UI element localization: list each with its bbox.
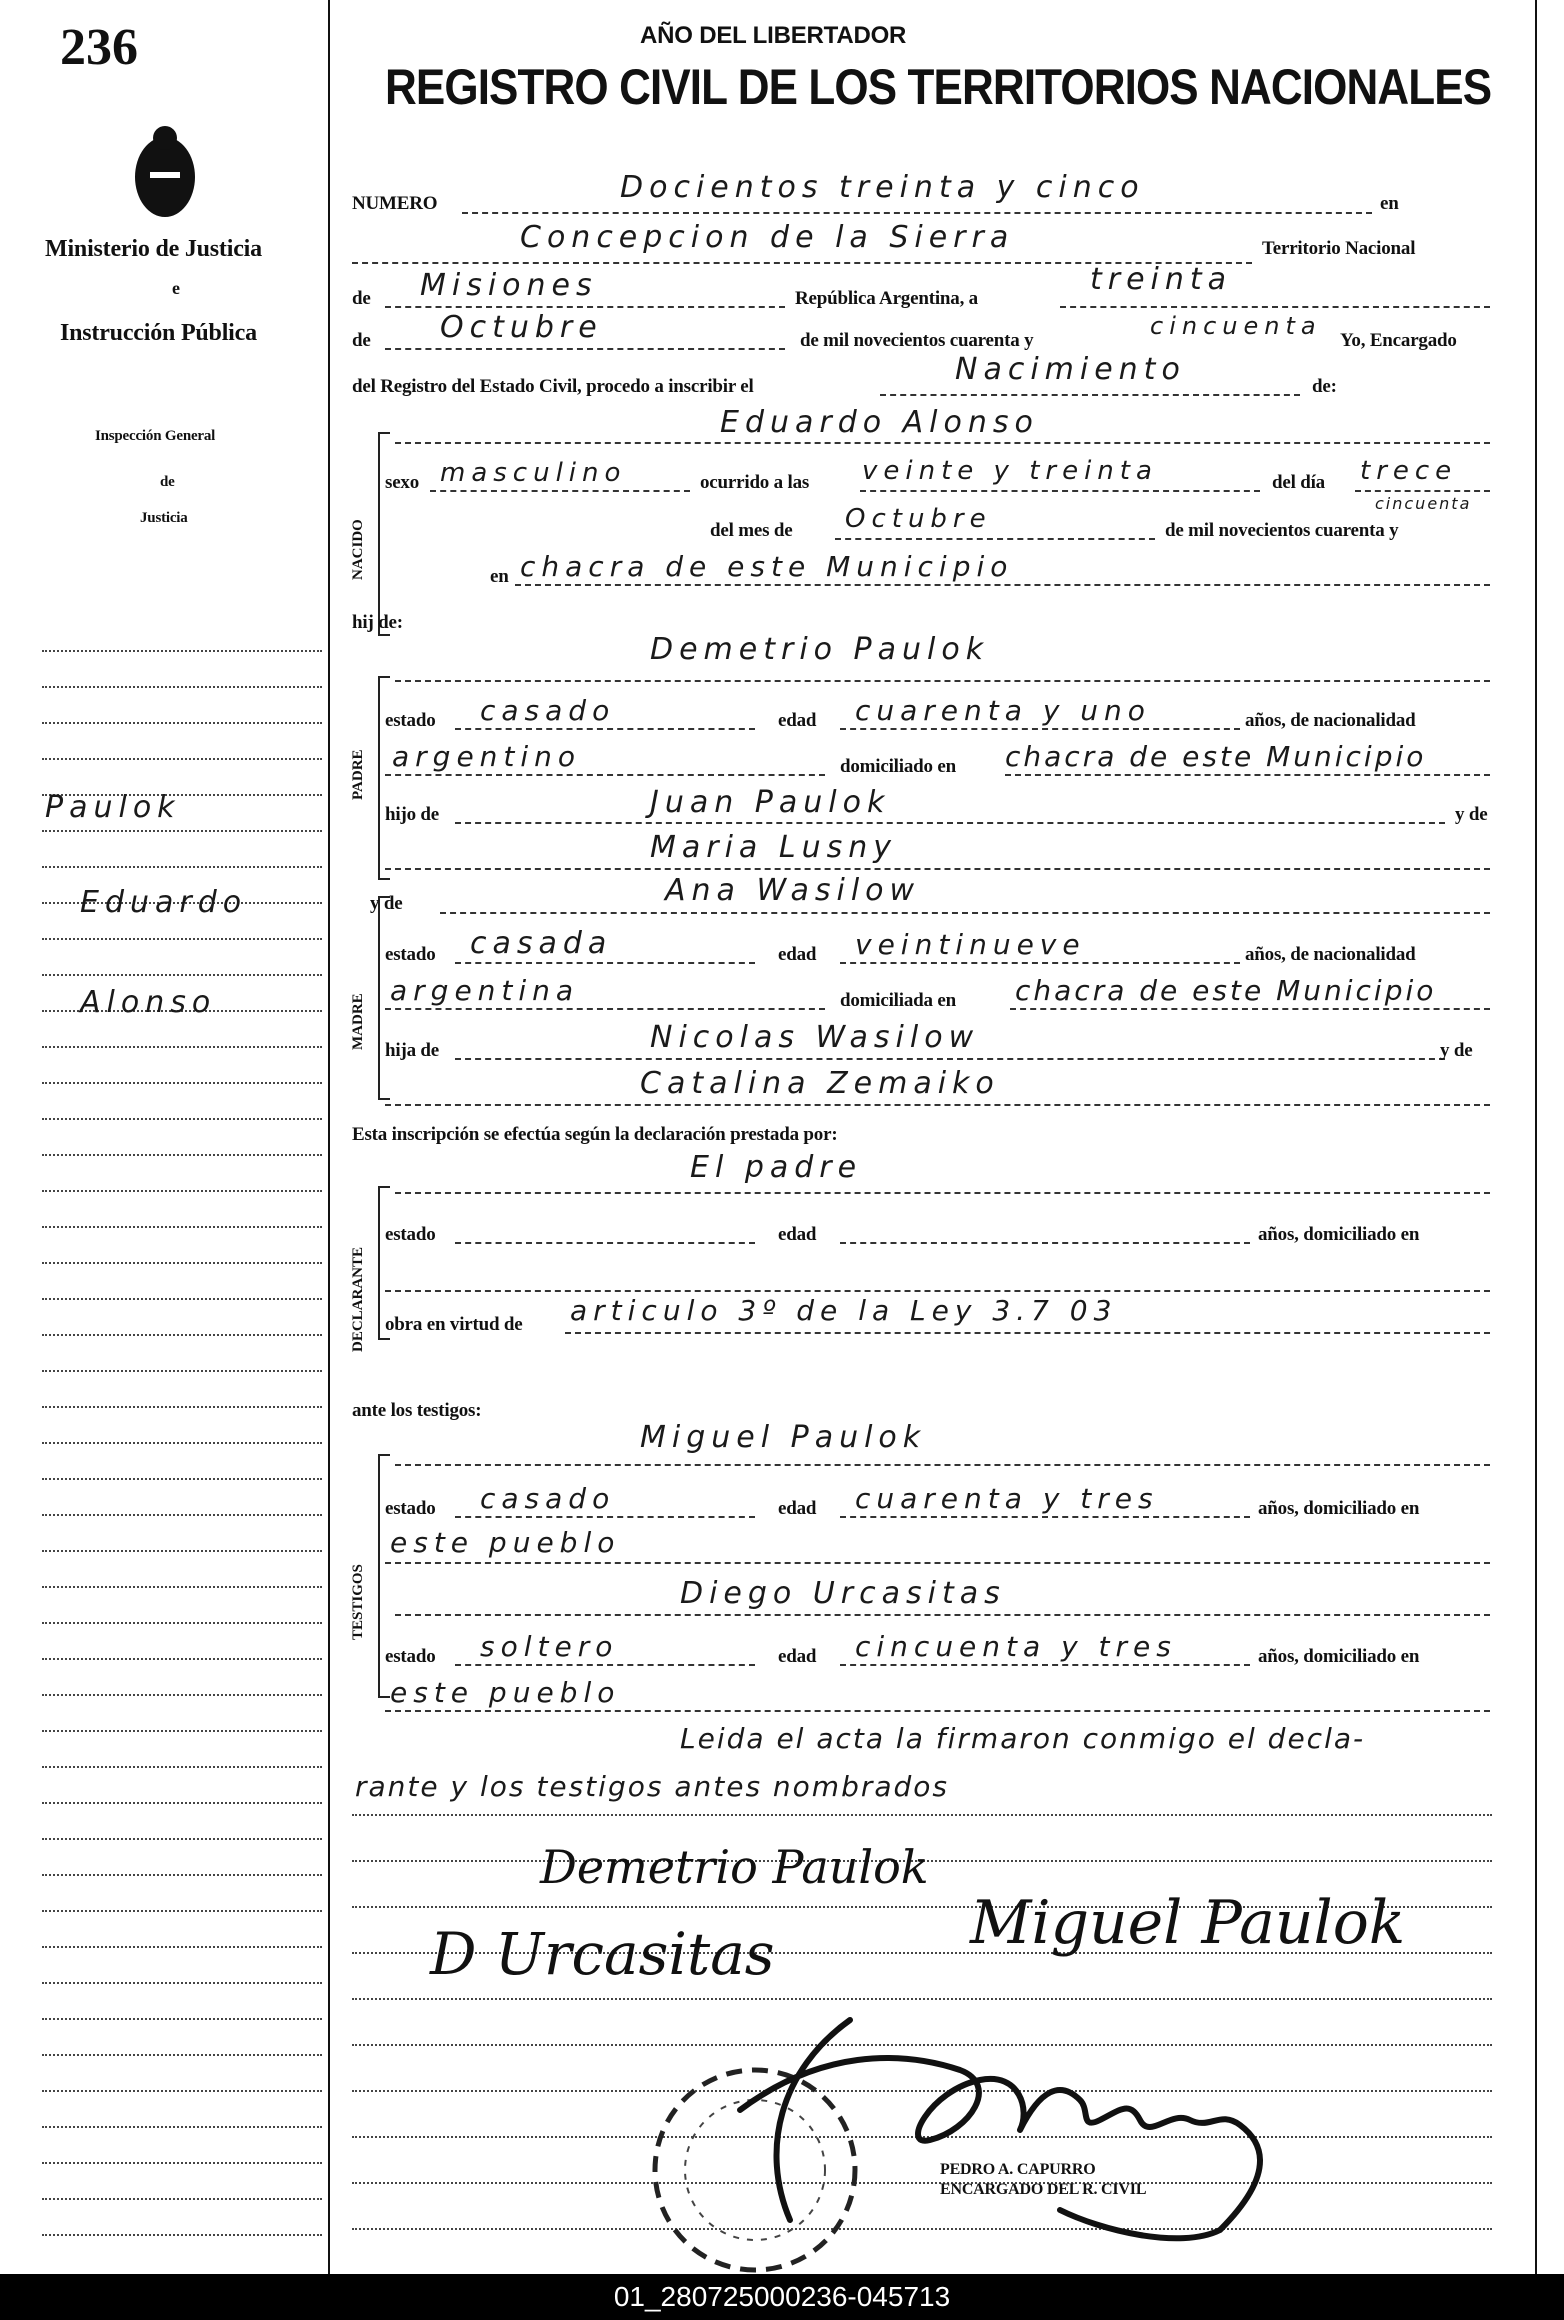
- margin-rule: [42, 1550, 322, 1552]
- field-nombre: Eduardo Alonso: [720, 405, 1039, 440]
- closing-line-2: rante y los testigos antes nombrados: [355, 1770, 950, 1803]
- margin-rule: [42, 1334, 322, 1336]
- field-t2-estado: soltero: [480, 1630, 619, 1663]
- field-testigo2: Diego Urcasitas: [680, 1576, 1006, 1611]
- margin-surname: Paulok: [45, 790, 181, 825]
- label-madre: MADRE: [350, 993, 366, 1050]
- field-hora: veinte y treinta: [862, 456, 1158, 486]
- margin-rule: [42, 1802, 322, 1804]
- field-t2-dom-line: [385, 1710, 1490, 1712]
- field-acto: Nacimiento: [955, 352, 1186, 387]
- field-sexo-line: [430, 490, 690, 492]
- label-decl-estado: estado: [385, 1224, 436, 1245]
- margin-rule: [42, 2234, 322, 2236]
- field-t1-estado: casado: [480, 1482, 616, 1515]
- field-madre-edad-line: [840, 962, 1240, 964]
- label-ocurrido: ocurrido a las: [700, 472, 810, 493]
- label-republica: República Argentina, a: [795, 288, 978, 309]
- field-padre: Demetrio Paulok: [650, 632, 990, 667]
- label-padre: PADRE: [350, 749, 366, 800]
- field-nombre-line: [395, 442, 1490, 444]
- label-padre-dom: domiciliado en: [840, 756, 956, 777]
- field-padre-edad-line: [840, 728, 1240, 730]
- label-padre-y-de: y de: [1455, 804, 1488, 825]
- margin-rule: [42, 2198, 322, 2200]
- field-dia-nac: trece: [1360, 456, 1458, 486]
- label-madre-nac: años, de nacionalidad: [1245, 944, 1416, 965]
- field-dia-line: [1060, 306, 1490, 308]
- field-padre-line: [395, 680, 1490, 682]
- margin-rule: [42, 1298, 322, 1300]
- margin-rule: [42, 830, 322, 832]
- margin-rule: [42, 866, 322, 868]
- margin-rule: [42, 1694, 322, 1696]
- field-madre: Ana Wasilow: [665, 873, 921, 908]
- ministry-line6: Justicia: [140, 510, 188, 526]
- field-territorio-line: [385, 306, 785, 308]
- signature-testigo2: D Urcasitas: [430, 1920, 775, 1988]
- label-decl-dom: años, domiciliado en: [1258, 1224, 1420, 1245]
- margin-rule: [42, 1910, 322, 1912]
- field-decl-edad-line: [840, 1242, 1250, 1244]
- field-mes-nac-line: [835, 538, 1155, 540]
- label-t2-edad: edad: [778, 1646, 817, 1667]
- label-obra: obra en virtud de: [385, 1314, 523, 1335]
- margin-rule: [42, 1586, 322, 1588]
- field-obra: articulo 3º de la Ley 3.7 03: [570, 1294, 1118, 1327]
- field-abuela-p-line: [385, 868, 1490, 870]
- field-madre-estado-line: [455, 962, 755, 964]
- label-registro: del Registro del Estado Civil, procedo a inscribir el: [352, 376, 754, 397]
- label-testigos-intro: ante los testigos:: [352, 1400, 482, 1421]
- label-de-2: de: [352, 330, 371, 351]
- header-title: REGISTRO CIVIL DE LOS TERRITORIOS NACIONALES: [385, 59, 1492, 115]
- margin-rule: [42, 1874, 322, 1876]
- margin-rule: [42, 2018, 322, 2020]
- label-nacido: NACIDO: [350, 519, 366, 580]
- margin-rule: [42, 1154, 322, 1156]
- label-mil-novecientos: de mil novecientos cuarenta y: [800, 330, 1034, 351]
- body-rule: [352, 1814, 1492, 1816]
- label-t2-dom: años, domiciliado en: [1258, 1646, 1420, 1667]
- madre-bracket: [378, 896, 390, 1100]
- margin-rule: [42, 1982, 322, 1984]
- field-t1-dom-line: [385, 1562, 1490, 1564]
- ministry-line4: Inspección General: [95, 428, 216, 444]
- margin-rule: [42, 1478, 322, 1480]
- field-testigo2-line: [395, 1614, 1490, 1616]
- ministry-line1: Ministerio de Justicia: [45, 236, 262, 262]
- field-decl-estado-line: [455, 1242, 755, 1244]
- field-testigo1-line: [395, 1464, 1490, 1466]
- label-mil-novecientos-2: de mil novecientos cuarenta y: [1165, 520, 1399, 541]
- ministry-line5: de: [160, 474, 175, 490]
- label-del-dia: del día: [1272, 472, 1325, 493]
- label-decl-edad: edad: [778, 1224, 817, 1245]
- ministry-line2: e: [172, 278, 180, 298]
- label-en: en: [1380, 193, 1399, 214]
- signature-testigo1: Miguel Paulok: [970, 1888, 1406, 1958]
- label-en-lugar: en: [490, 566, 509, 587]
- margin-divider: [328, 0, 330, 2274]
- label-madre-dom: domiciliada en: [840, 990, 956, 1011]
- field-acto-line: [880, 394, 1300, 396]
- margin-rule: [42, 1226, 322, 1228]
- margin-rule: [42, 2126, 322, 2128]
- field-padre-estado: casado: [480, 694, 616, 727]
- label-inscripcion: Esta inscripción se efectúa según la declaración prestada por:: [352, 1124, 838, 1145]
- field-anio: cincuenta: [1150, 312, 1322, 340]
- field-decl-dom-line: [385, 1290, 1490, 1292]
- field-abuela-m-line: [385, 1104, 1490, 1106]
- field-t1-dom: este pueblo: [390, 1526, 621, 1559]
- footer-file-id: 01_280725000236-045713: [0, 2274, 1564, 2320]
- margin-rule: [42, 1622, 322, 1624]
- field-declarante: El padre: [690, 1150, 863, 1185]
- field-dia: treinta: [1090, 262, 1233, 297]
- label-yo-encargado: Yo, Encargado: [1340, 330, 1457, 351]
- margin-rule: [42, 938, 322, 940]
- coat-of-arms-icon: [120, 122, 210, 227]
- official-signature-icon: [700, 1990, 1320, 2255]
- right-border: [1535, 0, 1537, 2274]
- field-abuelo-p: Juan Paulok: [650, 785, 891, 820]
- margin-rule: [42, 1118, 322, 1120]
- margin-rule: [42, 1658, 322, 1660]
- field-padre-nac-line: [385, 774, 825, 776]
- field-madre-edad: veintinueve: [855, 928, 1086, 961]
- field-declarante-line: [395, 1192, 1490, 1194]
- field-numero: Docientos treinta y cinco: [620, 170, 1145, 205]
- field-t2-estado-line: [455, 1664, 755, 1666]
- field-madre-nac-line: [385, 1008, 825, 1010]
- field-mes: Octubre: [440, 310, 603, 345]
- field-madre-line: [440, 912, 1490, 914]
- nacido-bracket: [378, 432, 390, 636]
- field-obra-line: [565, 1332, 1490, 1334]
- field-madre-dom-line: [1010, 1008, 1490, 1010]
- label-madre-y-de: y de: [370, 893, 403, 914]
- field-lugar-nac-line: [515, 584, 1490, 586]
- field-lugar: Concepcion de la Sierra: [520, 220, 1015, 255]
- margin-rule: [42, 2054, 322, 2056]
- field-testigo1: Miguel Paulok: [640, 1420, 927, 1455]
- label-padre-nac: años, de nacionalidad: [1245, 710, 1416, 731]
- margin-rule: [42, 1406, 322, 1408]
- label-numero: NUMERO: [352, 193, 438, 214]
- stamp-text: PEDRO A. CAPURRO ENCARGADO DEL R. CIVIL: [940, 2161, 1147, 2198]
- field-territorio: Misiones: [420, 268, 598, 303]
- header-motto: AÑO DEL LIBERTADOR: [640, 22, 907, 49]
- label-de-1: de: [352, 288, 371, 309]
- margin-rule: [42, 686, 322, 688]
- margin-rule: [42, 2162, 322, 2164]
- margin-rule: [42, 1946, 322, 1948]
- label-padre-hijo-de: hijo de: [385, 804, 440, 825]
- field-padre-nac: argentino: [392, 740, 582, 773]
- margin-rule: [42, 1370, 322, 1372]
- field-numero-line: [462, 212, 1372, 214]
- label-territorio: Territorio Nacional: [1262, 238, 1416, 259]
- label-padre-estado: estado: [385, 710, 436, 731]
- margin-rule: [42, 1442, 322, 1444]
- field-abuelo-m-line: [455, 1058, 1445, 1060]
- field-t2-edad-line: [840, 1664, 1250, 1666]
- field-madre-dom: chacra de este Municipio: [1015, 974, 1437, 1007]
- field-lugar-nac: chacra de este Municipio: [520, 550, 1014, 583]
- margin-rule: [42, 1082, 322, 1084]
- field-t2-edad: cincuenta y tres: [855, 1630, 1177, 1663]
- label-t1-dom: años, domiciliado en: [1258, 1498, 1420, 1519]
- padre-bracket: [378, 676, 390, 880]
- margin-rule: [42, 650, 322, 652]
- field-padre-estado-line: [455, 728, 755, 730]
- margin-rule: [42, 1838, 322, 1840]
- field-abuela-p: Maria Lusny: [650, 830, 897, 865]
- field-padre-edad: cuarenta y uno: [855, 694, 1151, 727]
- label-testigos: TESTIGOS: [350, 1564, 366, 1640]
- margin-rule: [42, 1190, 322, 1192]
- field-madre-estado: casada: [470, 926, 613, 961]
- margin-name2: Alonso: [80, 985, 217, 1020]
- field-t1-estado-line: [455, 1516, 755, 1518]
- margin-rule: [42, 2090, 322, 2092]
- label-sexo: sexo: [385, 472, 420, 493]
- field-sexo: masculino: [440, 458, 627, 488]
- margin-rule: [42, 758, 322, 760]
- field-t1-edad-line: [840, 1516, 1250, 1518]
- label-declarante: DECLARANTE: [350, 1246, 366, 1352]
- margin-rule: [42, 1046, 322, 1048]
- field-padre-dom: chacra de este Municipio: [1005, 740, 1427, 773]
- label-madre-estado: estado: [385, 944, 436, 965]
- field-hora-line: [860, 490, 1260, 492]
- label-hijo-de: hij de:: [352, 612, 403, 633]
- page-number: 236: [60, 19, 138, 76]
- label-del-mes: del mes de: [710, 520, 793, 541]
- closing-line-1: Leida el acta la firmaron conmigo el decla-: [680, 1722, 1366, 1755]
- field-mes-nac: Octubre: [845, 504, 992, 534]
- field-madre-nac: argentina: [390, 974, 580, 1007]
- label-t1-edad: edad: [778, 1498, 817, 1519]
- margin-rule: [42, 1514, 322, 1516]
- margin-name1: Eduardo: [80, 885, 248, 920]
- field-padre-dom-line: [1005, 774, 1490, 776]
- ministry-line3: Instrucción Pública: [60, 320, 257, 346]
- label-t1-estado: estado: [385, 1498, 436, 1519]
- margin-rule: [42, 1262, 322, 1264]
- field-dia-nac-line: [1355, 490, 1490, 492]
- label-de-colon: de:: [1312, 376, 1337, 397]
- margin-rule: [42, 1766, 322, 1768]
- label-madre-y-de-2: y de: [1440, 1040, 1473, 1061]
- label-padre-edad: edad: [778, 710, 817, 731]
- margin-rule: [42, 722, 322, 724]
- field-abuelo-p-line: [455, 822, 1445, 824]
- field-t1-edad: cuarenta y tres: [855, 1482, 1159, 1515]
- margin-rule: [42, 974, 322, 976]
- signature-declarante: Demetrio Paulok: [540, 1840, 929, 1894]
- field-abuelo-m: Nicolas Wasilow: [650, 1020, 980, 1055]
- label-t2-estado: estado: [385, 1646, 436, 1667]
- field-mes-line: [385, 348, 785, 350]
- label-madre-edad: edad: [778, 944, 817, 965]
- field-abuela-m: Catalina Zemaiko: [640, 1066, 1000, 1101]
- margin-rule: [42, 1730, 322, 1732]
- field-anio-nac: cincuenta: [1375, 494, 1472, 513]
- field-t2-dom: este pueblo: [390, 1676, 621, 1709]
- label-madre-hija-de: hija de: [385, 1040, 440, 1061]
